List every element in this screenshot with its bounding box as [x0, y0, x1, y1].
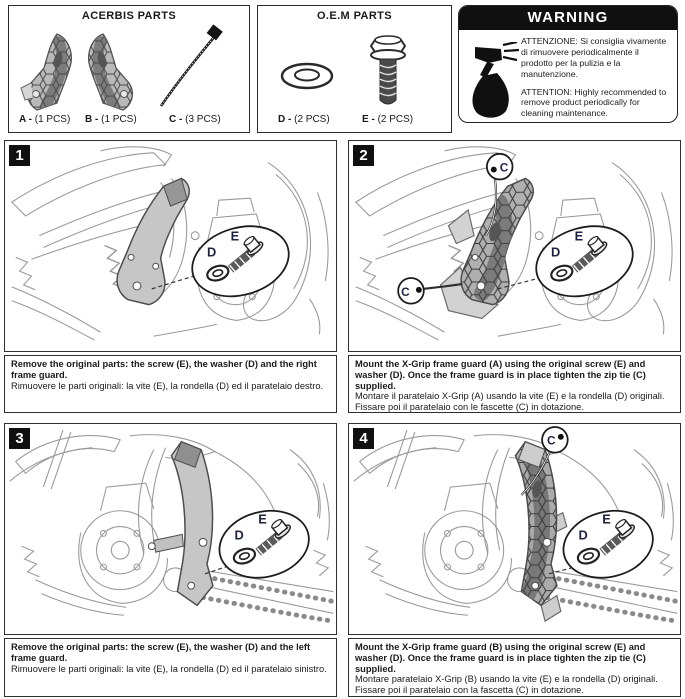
step-3-figure	[4, 423, 337, 635]
step-2-caption-it: Montare il paratelaio X-Grip (A) usando la vite (E) e la rondella (D) originali. Fissare poi il paratelaio con le fascette (C) in dotazione.	[355, 391, 665, 413]
acerbis-parts-box	[8, 5, 250, 133]
zip-tie-icon	[141, 24, 245, 118]
frame-guard-b-icon	[81, 30, 143, 114]
step-1-caption-en: Remove the original parts: the screw (E), the washer (D) and the right frame guard.	[11, 359, 317, 380]
step-4-number-badge: 4	[353, 428, 374, 449]
oem-parts-box	[257, 5, 452, 133]
callout-letter-e: E	[230, 228, 240, 244]
step-1-figure	[4, 140, 337, 352]
step-2-panel	[348, 140, 681, 413]
step-3-number-badge: 3	[9, 428, 30, 449]
callout-letter-c: C	[547, 433, 556, 448]
motorcycle-left-side-illustration	[349, 424, 679, 633]
step-1-caption-it: Rimuovere le parti originali: la vite (E), la rondella (D) ed il paratelaio destro.	[11, 380, 324, 391]
step-2-number-badge: 2	[353, 145, 374, 166]
warning-box	[458, 5, 678, 123]
step-4-caption-it: Montare paratelaio X-Grip (B) usando la vite (E) e la rondella (D) originali. Fissare poi il paratelaio con la fascetta (C) in dotazione.	[355, 674, 658, 696]
step-1-number-badge: 1	[9, 145, 30, 166]
warning-paragraph-en: ATTENTION: Highly recommended to remove product periodically for cleaning maintenance.	[521, 86, 667, 119]
step-3-caption	[4, 638, 337, 697]
warning-title: WARNING	[459, 6, 677, 30]
callout-letter-d: D	[550, 244, 561, 260]
part-label-c: C - (3 PCS)	[169, 114, 221, 125]
step-4-panel	[348, 423, 681, 697]
motorcycle-left-side-illustration	[5, 424, 335, 633]
washer-icon	[272, 48, 342, 104]
original-frame-guard-shape	[148, 442, 213, 606]
callout-letter-d: D	[234, 527, 244, 543]
original-frame-guard-shape	[117, 178, 189, 304]
callout-letter-c: C	[401, 284, 410, 299]
callout-letter-d: D	[206, 244, 217, 260]
step-1-caption	[4, 355, 337, 413]
step-1-panel	[4, 140, 337, 413]
oem-parts-title: O.E.M PARTS	[316, 10, 393, 22]
step-3-panel	[4, 423, 337, 697]
step-2-caption-en: Mount the X-Grip frame guard (A) using the original screw (E) and washer (D). Once the frame guard is in place tighten the zip tie (C) supplied.	[355, 359, 646, 391]
step-3-caption-en: Remove the original parts: the screw (E), the washer (D) and the left frame guard.	[11, 642, 311, 663]
callout-letter-e: E	[258, 511, 267, 527]
step-2-caption	[348, 355, 681, 413]
part-label-a: A - (1 PCS)	[19, 114, 71, 125]
callout-letter-c: C	[499, 160, 509, 175]
motorcycle-right-side-illustration	[5, 141, 335, 350]
callout-letter-e: E	[574, 228, 584, 244]
spray-bottle-icon	[467, 42, 519, 118]
warning-paragraph-it: ATTENZIONE: Si consiglia vivamente di rimuovere periodicalmente il prodotto per la pulizia e la manutenzione.	[521, 36, 667, 79]
callout-letter-d: D	[578, 527, 588, 543]
step-4-caption-en: Mount the X-Grip frame guard (B) using the original screw (E) and washer (D). Once the frame guard is in place tighten the zip tie (C) supplied.	[355, 642, 646, 674]
acerbis-parts-title: ACERBIS PARTS	[81, 10, 177, 22]
flange-screw-icon	[360, 32, 416, 112]
step-4-figure	[348, 423, 681, 635]
xgrip-frame-guard-shape	[515, 442, 556, 606]
step-3-caption-it: Rimuovere le parti originali: la vite (E), la rondella (D) ed il paratelaio sinistro.	[11, 663, 327, 674]
frame-guard-a-icon	[17, 30, 79, 114]
part-label-b: B - (1 PCS)	[85, 114, 137, 125]
callout-letter-e: E	[602, 511, 611, 527]
part-label-d: D - (2 PCS)	[278, 114, 330, 125]
step-2-figure	[348, 140, 681, 352]
motorcycle-right-side-illustration	[349, 141, 679, 350]
step-4-caption	[348, 638, 681, 697]
part-label-e: E - (2 PCS)	[362, 114, 414, 125]
warning-text	[521, 36, 671, 123]
